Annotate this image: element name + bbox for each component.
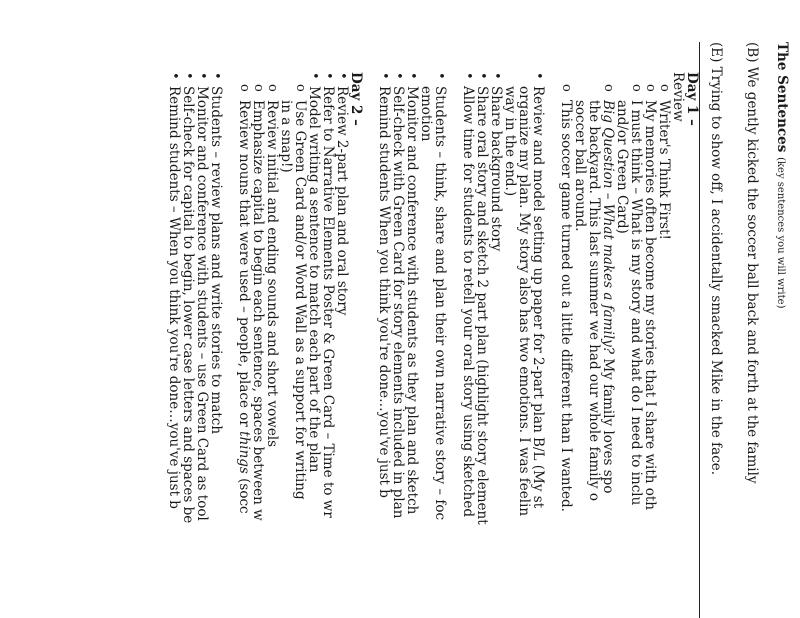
review-nouns-rest: (socc [236,473,252,514]
big-question-rest: My family loves spo [600,354,616,494]
bullet-open: o [559,84,574,92]
bullet-filled: • [531,72,546,80]
bullet-filled: • [391,72,406,80]
day1-heading: Day 1 – [684,72,700,126]
d1-self-check: Self-check with Green Card for story elements included in plan [390,86,406,519]
d2-review-sounds: Review initial and ending sounds and short vowels [264,100,280,448]
bullet-filled: • [307,72,322,80]
review-nouns-things: things [236,431,252,474]
d1-big-question [600,100,616,493]
bullet-filled: • [433,72,448,80]
d2-self-check: Self-check for capital to begin, lower case letters and spaces be [180,86,196,524]
bullet-open: o [251,84,266,92]
bullet-open: o [657,84,672,92]
bullet-filled: • [181,72,196,80]
bullet-open: o [265,84,280,92]
sentence-e: (E) Trying to show off, I accidentally smacked Mike in the face. [708,42,724,476]
title-note: (key sentences you will write) [775,157,786,309]
d1-in-the-end: way in the end.) [502,86,518,197]
bullet-open: o [237,84,252,92]
bullet-open: o [643,84,658,92]
d2-use-green: Use Green Card and/or Word Wall as a support for writing [292,100,308,500]
d2-remind: Remind students – When you think you're done…you've just b [166,86,182,509]
document-title [772,42,790,308]
bullet-filled: • [405,72,420,80]
d2-review-plan: Review 2-part plan and oral story [334,86,350,316]
bullet-open: o [293,84,308,92]
bullet-open: o [601,84,616,92]
d1-writers-think: Writer's Think First! [656,100,672,240]
bullet-filled: • [209,72,224,80]
title-text: The Sentences [774,42,790,153]
d1-soccer-ball: soccer ball around. [572,100,588,232]
d2-monitor: Monitor and conference with students – use Green Card as tool [194,86,210,521]
big-question-text: What makes a family? [600,203,616,355]
d1-remind: Remind students When you think you're done…you've just b [376,86,392,498]
d1-memories: My memories often become my stories that I share with oth [642,100,658,510]
d2-refer: Refer to Narrative Elements Poster & Green Card – Time to wr [320,86,336,518]
d1-and-or-green: and/or Green Card) [614,100,630,234]
bullet-filled: • [475,72,490,80]
big-question-dash: – [600,188,616,204]
d1-emotion: emotion [418,86,434,142]
d1-backyard: the backyard. This last summer we had our whole family o [586,100,602,501]
divider-rule [699,42,700,618]
d1-allow-time: Allow time for students to retell your oral story using sketched [460,86,476,517]
review-nouns-text: Review nouns that were used – people, place or [236,100,252,432]
d1-i-must-think: I must think – What is my story and what do I need to inclu [628,100,644,506]
bullet-open: o [629,84,644,92]
d1-soccer-game: This soccer game turned out a little different than I wanted. [558,100,574,512]
d1-share-oral: Share oral story and sketch 2 part plan (highlight story element [474,86,490,525]
bullet-filled: • [335,72,350,80]
d2-in-a-snap: in a snap!) [278,100,294,173]
sentence-b: (B) We gently kicked the soccer ball back and forth at the family [744,42,760,484]
d1-share-bg: Share background story [488,86,504,252]
bullet-filled: • [195,72,210,80]
d1-monitor: Monitor and conference with students as they plan and sketch [404,86,420,515]
d2-students-review: Students – review plans and write stories to match [208,86,224,435]
d2-model-writing: Model writing a sentence to match each part of the plan [306,86,322,473]
bullet-filled: • [377,72,392,80]
big-question-label: Big Question [600,100,616,189]
d1-students-think: Students – think, share and plan their own narrative story – foc [432,86,448,521]
d2-review-nouns [236,100,252,514]
d1-review-model: Review and model setting up paper for 2-part plan B/L (My st [530,86,546,509]
d1-organize: organize my plan. My story also has two emotions. I was feelin [516,86,532,517]
bullet-filled: • [167,72,182,80]
bullet-filled: • [489,72,504,80]
day1-review: Review [670,72,686,122]
bullet-filled: • [461,72,476,80]
d2-emphasize: Emphasize capital to begin each sentence, spaces between w [250,100,266,521]
bullet-filled: • [321,72,336,80]
day2-heading: Day 2 – [348,72,364,126]
